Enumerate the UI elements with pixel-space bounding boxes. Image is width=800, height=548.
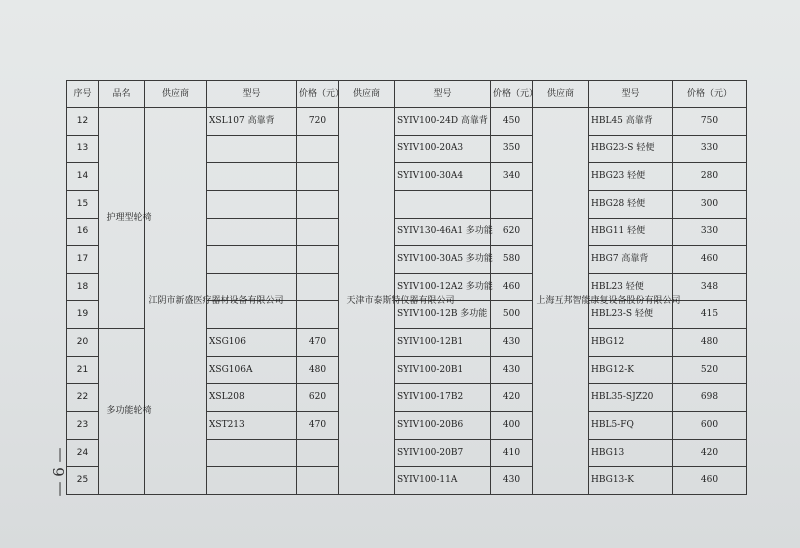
seq-cell: 24 [67, 439, 99, 467]
price-3-cell: 480 [673, 329, 747, 357]
price-3-cell: 300 [673, 190, 747, 218]
model-2-cell: SYIV100-12B1 [395, 329, 491, 357]
price-3-cell: 460 [673, 246, 747, 274]
price-2-cell: 410 [491, 439, 533, 467]
model-3-cell: HBL23-S 轻便 [589, 301, 673, 329]
supplier-3-text: 上海互邦智能康复设备股份有限公司 [536, 295, 681, 306]
price-1-cell [297, 135, 339, 163]
model-2-cell: SYIV100-17B2 [395, 384, 491, 412]
supplier-1-text: 江阴市新盛医疗器材设备有限公司 [148, 295, 284, 306]
header-model-2: 型号 [395, 81, 491, 108]
price-3-cell: 698 [673, 384, 747, 412]
page-number: — 6 — [50, 447, 68, 497]
price-1-cell [297, 218, 339, 246]
category-nursing-text: 护理型轮椅 [106, 212, 152, 223]
model-3-cell: HBG12 [589, 329, 673, 357]
model-1-cell [207, 163, 297, 191]
model-3-cell: HBG11 轻便 [589, 218, 673, 246]
seq-cell: 21 [67, 356, 99, 384]
model-2-cell: SYIV100-12B 多功能 [395, 301, 491, 329]
price-2-cell: 580 [491, 246, 533, 274]
model-3-cell: HBL35-SJZ20 [589, 384, 673, 412]
price-3-cell: 330 [673, 218, 747, 246]
header-price-1: 价格（元） [297, 81, 339, 108]
model-1-cell [207, 218, 297, 246]
header-price-3: 价格（元） [673, 81, 747, 108]
model-2-cell: SYIV100-20B7 [395, 439, 491, 467]
price-2-cell: 620 [491, 218, 533, 246]
price-3-cell: 460 [673, 467, 747, 495]
price-1-cell [297, 190, 339, 218]
seq-cell: 25 [67, 467, 99, 495]
price-3-cell: 415 [673, 301, 747, 329]
header-supplier-1: 供应商 [145, 81, 207, 108]
seq-cell: 13 [67, 135, 99, 163]
price-2-cell: 430 [491, 329, 533, 357]
price-1-cell [297, 273, 339, 301]
model-2-cell [395, 190, 491, 218]
header-seq: 序号 [67, 81, 99, 108]
model-2-cell: SYIV100-20A3 [395, 135, 491, 163]
model-2-cell: SYIV100-20B1 [395, 356, 491, 384]
price-3-cell: 330 [673, 135, 747, 163]
seq-cell: 16 [67, 218, 99, 246]
price-2-cell: 450 [491, 108, 533, 136]
price-1-cell [297, 246, 339, 274]
price-2-cell: 340 [491, 163, 533, 191]
price-1-cell [297, 301, 339, 329]
price-2-cell: 500 [491, 301, 533, 329]
supplier-2-text: 天津市泰斯特仪器有限公司 [346, 295, 455, 306]
header-row [67, 81, 747, 108]
category-multi [99, 329, 152, 495]
header-supplier-2: 供应商 [339, 81, 395, 108]
model-1-cell [207, 135, 297, 163]
price-3-cell: 520 [673, 356, 747, 384]
model-3-cell: HBL23 轻便 [589, 273, 673, 301]
model-1-cell: XSL208 [207, 384, 297, 412]
price-1-cell: 470 [297, 412, 339, 440]
model-3-cell: HBG7 高靠背 [589, 246, 673, 274]
model-2-cell: SYIV100-30A5 多功能 [395, 246, 491, 274]
seq-cell: 17 [67, 246, 99, 274]
price-1-cell [297, 467, 339, 495]
header-model-1: 型号 [207, 81, 297, 108]
header-name: 品名 [99, 81, 145, 108]
price-3-cell: 280 [673, 163, 747, 191]
seq-cell: 19 [67, 301, 99, 329]
table-row [67, 108, 747, 136]
model-3-cell: HBL5-FQ [589, 412, 673, 440]
seq-cell: 12 [67, 108, 99, 136]
price-2-cell: 460 [491, 273, 533, 301]
model-3-cell: HBG23-S 轻便 [589, 135, 673, 163]
price-2-cell: 400 [491, 412, 533, 440]
model-2-cell: SYIV100-11A [395, 467, 491, 495]
price-3-cell: 348 [673, 273, 747, 301]
model-1-cell: XSL107 高靠背 [207, 108, 297, 136]
seq-cell: 20 [67, 329, 99, 357]
seq-cell: 22 [67, 384, 99, 412]
price-2-cell [491, 190, 533, 218]
price-2-cell: 430 [491, 356, 533, 384]
seq-cell: 23 [67, 412, 99, 440]
price-2-cell: 350 [491, 135, 533, 163]
price-1-cell: 620 [297, 384, 339, 412]
price-3-cell: 420 [673, 439, 747, 467]
price-1-cell [297, 439, 339, 467]
model-1-cell [207, 190, 297, 218]
header-supplier-3: 供应商 [533, 81, 589, 108]
price-3-cell: 600 [673, 412, 747, 440]
model-2-cell: SYIV100-12A2 多功能 [395, 273, 491, 301]
header-price-2: 价格（元） [491, 81, 533, 108]
model-3-cell: HBG23 轻便 [589, 163, 673, 191]
seq-cell: 18 [67, 273, 99, 301]
model-3-cell: HBG28 轻便 [589, 190, 673, 218]
seq-cell: 15 [67, 190, 99, 218]
model-1-cell: XST213 [207, 412, 297, 440]
model-3-cell: HBG13 [589, 439, 673, 467]
category-multi-text: 多功能轮椅 [106, 406, 152, 417]
model-2-cell: SYIV100-30A4 [395, 163, 491, 191]
price-2-cell: 420 [491, 384, 533, 412]
model-1-cell: XSG106A [207, 356, 297, 384]
model-3-cell: HBG12-K [589, 356, 673, 384]
price-1-cell: 470 [297, 329, 339, 357]
model-3-cell: HBG13-K [589, 467, 673, 495]
model-2-cell: SYIV130-46A1 多功能 [395, 218, 491, 246]
seq-cell: 14 [67, 163, 99, 191]
price-1-cell: 720 [297, 108, 339, 136]
header-model-3: 型号 [589, 81, 673, 108]
price-1-cell: 480 [297, 356, 339, 384]
price-3-cell: 750 [673, 108, 747, 136]
model-1-cell [207, 439, 297, 467]
model-3-cell: HBL45 高靠背 [589, 108, 673, 136]
price-table [66, 80, 747, 495]
model-2-cell: SYIV100-20B6 [395, 412, 491, 440]
model-1-cell [207, 467, 297, 495]
model-2-cell: SYIV100-24D 高靠背 [395, 108, 491, 136]
model-1-cell [207, 246, 297, 274]
category-nursing [99, 108, 152, 329]
model-1-cell: XSG106 [207, 329, 297, 357]
price-1-cell [297, 163, 339, 191]
price-2-cell: 430 [491, 467, 533, 495]
